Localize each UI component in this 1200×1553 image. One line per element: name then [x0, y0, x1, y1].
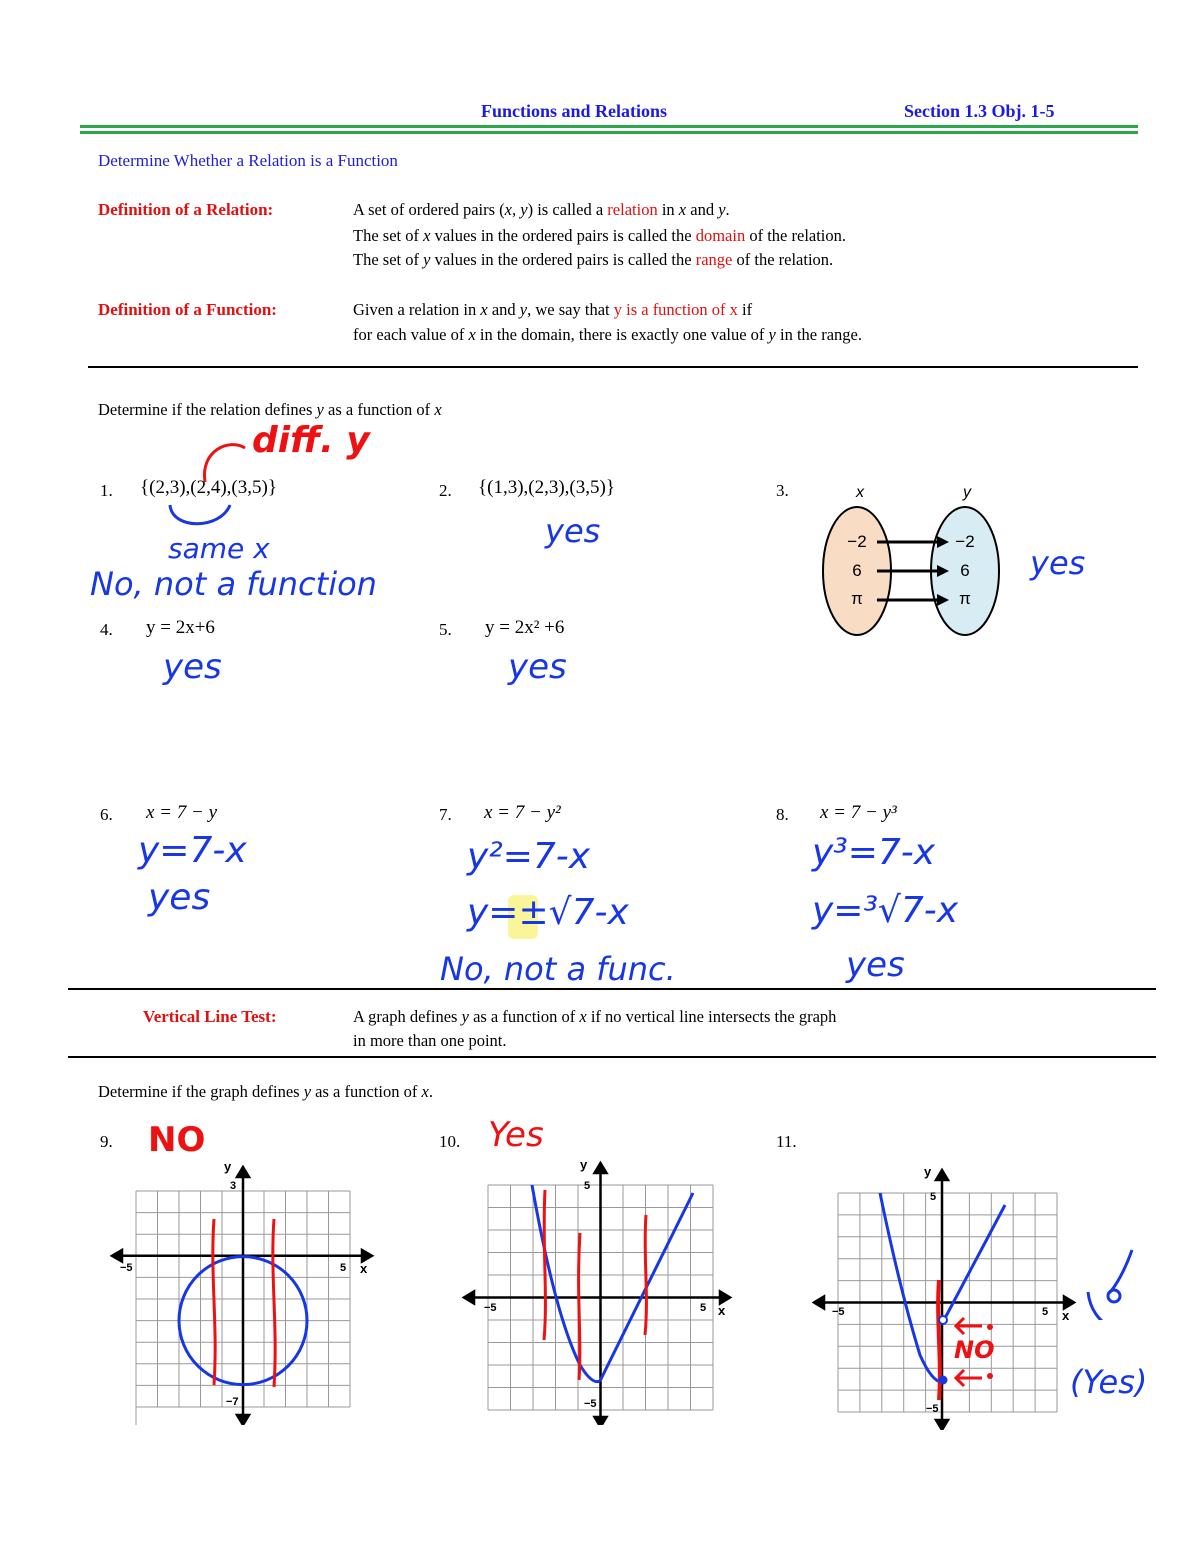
- problem-expression: x = 7 − y³: [820, 802, 897, 823]
- axes: [112, 1167, 372, 1425]
- vertical-test-line: [579, 1233, 580, 1380]
- graph-9: [110, 1155, 380, 1425]
- problem-number: 11.: [776, 1132, 797, 1151]
- dot-annotation: [987, 1324, 993, 1330]
- relation-term: relation: [607, 200, 658, 219]
- problem2-answer: yes: [545, 512, 601, 550]
- y-axis-label: y: [580, 1157, 588, 1172]
- domain-value: −2: [847, 532, 867, 551]
- problem-expression: {(2,3),(2,4),(3,5)}: [140, 477, 277, 498]
- problem-number: 3.: [776, 481, 789, 500]
- problem11-side-answer: (Yes): [1070, 1363, 1148, 1401]
- problem6-answer: yes: [148, 877, 211, 918]
- tick-label: 5: [930, 1191, 937, 1203]
- problem-number: 1.: [100, 481, 113, 500]
- relation-definition-label: Definition of a Relation:: [98, 200, 274, 219]
- page-title: Functions and Relations: [481, 101, 668, 121]
- range-value: π: [959, 589, 971, 608]
- function-phrase: y is a function of x: [613, 300, 738, 319]
- relation-definition-line3: The set of y values in the ordered pairs is called the range of the relation.: [353, 250, 834, 269]
- divider-1: [88, 366, 1138, 368]
- problem1-note-diff-y: diff. y: [252, 420, 370, 461]
- problem-number: 8.: [776, 805, 789, 824]
- tick-label: 5: [340, 1262, 347, 1274]
- problem3-answer: yes: [1030, 544, 1086, 582]
- divider-3: [68, 1056, 1156, 1058]
- domain-value: 6: [852, 561, 862, 580]
- red-arc: [204, 445, 245, 482]
- problem1-note-same-x: same x: [168, 532, 270, 565]
- problem-expression: x = 7 − y²: [484, 802, 561, 823]
- x-axis-label: x: [1062, 1308, 1070, 1323]
- problem-expression: {(1,3),(2,3),(3,5)}: [478, 477, 615, 498]
- graph-11: [812, 1160, 1082, 1430]
- graph-10: [460, 1155, 740, 1425]
- dot-annotation: [987, 1373, 993, 1379]
- x-axis-label: x: [718, 1303, 726, 1318]
- problem-number: 5.: [439, 620, 452, 639]
- problem-number: 7.: [439, 805, 452, 824]
- relation-definition-line1: A set of ordered pairs (x, y) is called a relation in x and y.: [353, 200, 730, 219]
- problem4-answer: yes: [163, 647, 222, 687]
- problem6-work: y=7-x: [138, 830, 247, 871]
- problem-number: 9.: [100, 1132, 113, 1151]
- vertical-test-line: [544, 1190, 545, 1340]
- tick-label: 5: [1042, 1306, 1049, 1318]
- header-rule-top: [80, 125, 1138, 128]
- problem-number: 10.: [439, 1132, 461, 1151]
- mapping-diagram: [815, 480, 1015, 640]
- y-axis-label: y: [924, 1164, 932, 1179]
- problem7-answer: No, not a func.: [440, 950, 676, 988]
- function-definition-line1: Given a relation in x and y, we say that y is a function of x if: [353, 300, 753, 319]
- problem10-answer: Yes: [488, 1115, 544, 1155]
- problem9-answer: NO: [148, 1120, 206, 1160]
- curve-parabola: [880, 1193, 942, 1382]
- problem8-work2: y=³√7-x: [812, 890, 959, 931]
- section-label: Section 1.3 Obj. 1-5: [904, 101, 1055, 121]
- function-definition-label: Definition of a Function:: [98, 300, 277, 319]
- tick-label: 3: [230, 1180, 237, 1192]
- range-header: y: [963, 484, 971, 501]
- tick-label: −5: [584, 1398, 597, 1410]
- domain-header: x: [856, 484, 864, 501]
- curve-left: [532, 1185, 600, 1382]
- tick-label: −5: [484, 1302, 497, 1314]
- section-subtitle: Determine Whether a Relation is a Function: [98, 151, 398, 170]
- vertical-test-line: [273, 1219, 275, 1387]
- problem5-answer: yes: [508, 647, 567, 687]
- problem-expression: y = 2x² +6: [485, 617, 565, 638]
- relation-definition-line2: The set of x values in the ordered pairs is called the domain of the relation.: [353, 226, 847, 245]
- problem-expression: y = 2x+6: [146, 617, 215, 638]
- y-axis-label: y: [224, 1159, 232, 1174]
- part1-prompt: Determine if the relation defines y as a function of x: [98, 400, 442, 419]
- divider-2: [68, 988, 1156, 990]
- sketch-line: [1108, 1250, 1132, 1294]
- vlt-label: Vertical Line Test:: [143, 1007, 277, 1026]
- domain-value: π: [851, 589, 863, 608]
- tick-label: −5: [926, 1403, 939, 1415]
- tick-label: 5: [584, 1180, 591, 1192]
- vlt-definition-line1: A graph defines y as a function of x if no vertical line intersects the graph: [353, 1007, 837, 1026]
- vlt-definition-line2: in more than one point.: [353, 1031, 507, 1050]
- tick-label: −5: [832, 1306, 845, 1318]
- part2-prompt: Determine if the graph defines y as a function of x.: [98, 1082, 433, 1101]
- header-rule-bottom: [80, 131, 1138, 134]
- domain-term: domain: [695, 226, 746, 245]
- endpoint-sketch: [1080, 1240, 1170, 1320]
- tick-label: −5: [120, 1262, 133, 1274]
- problem1-answer: No, not a function: [90, 565, 377, 603]
- problem7-work1: y²=7-x: [467, 836, 591, 877]
- range-term: range: [695, 250, 733, 269]
- x-axis-label: x: [360, 1261, 368, 1276]
- open-point: [939, 1316, 947, 1324]
- problem8-work1: y³=7-x: [812, 832, 936, 873]
- problem-number: 6.: [100, 805, 113, 824]
- problem8-answer: yes: [846, 945, 905, 985]
- vertical-test-line: [213, 1219, 215, 1385]
- open-point: [1108, 1290, 1120, 1302]
- problem7-work2: y=±√7-x: [467, 892, 629, 933]
- problem-number: 2.: [439, 481, 452, 500]
- tick-label: −7: [226, 1396, 239, 1408]
- range-value: −2: [955, 532, 975, 551]
- range-value: 6: [960, 561, 970, 580]
- vertical-test-line: [645, 1215, 646, 1335]
- problem-number: 4.: [100, 620, 113, 639]
- closed-point: [939, 1376, 948, 1385]
- blue-arc: [170, 505, 230, 524]
- problem-expression: x = 7 − y: [146, 802, 218, 823]
- problem11-answer: NO: [954, 1336, 995, 1364]
- function-definition-line2: for each value of x in the domain, there is exactly one value of y in the range.: [353, 325, 863, 344]
- tick-label: 5: [700, 1302, 707, 1314]
